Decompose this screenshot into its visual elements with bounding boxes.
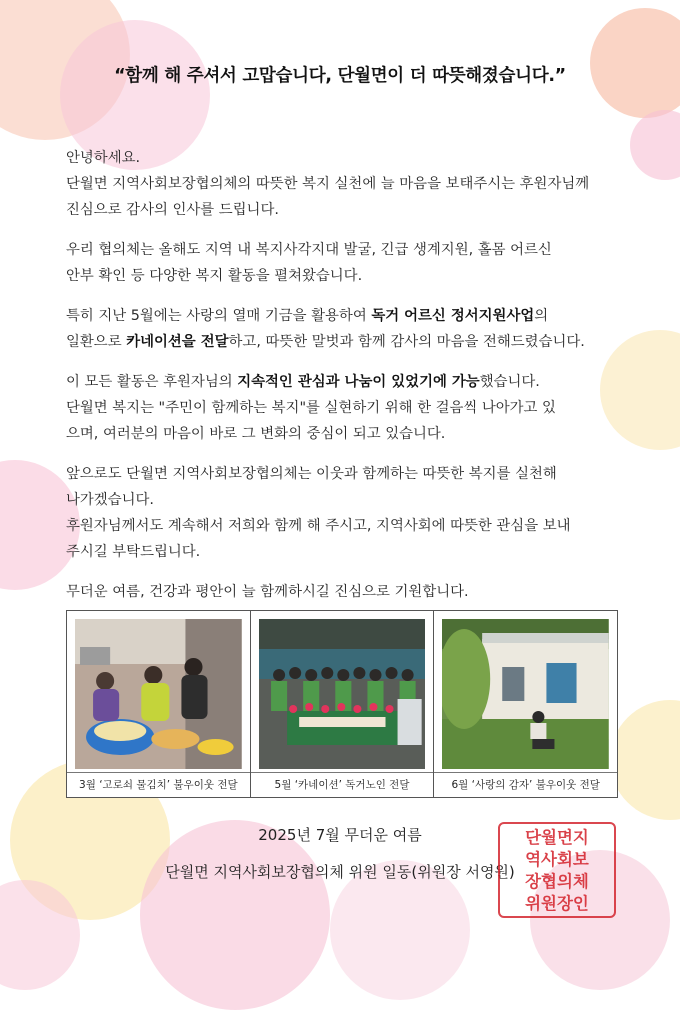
- greeting: [66, 145, 618, 171]
- letter-body: [66, 145, 618, 619]
- photo-cell: [251, 611, 435, 797]
- photo-caption: 5월 ‘카네이션’ 독거노인 전달: [251, 772, 434, 797]
- p3-text: 일환으로: [66, 334, 127, 350]
- paragraph-4: [66, 369, 618, 447]
- p5-line: 앞으로도 단월면 지역사회보장협의체는 이웃과 함께하는 따뜻한 복지를 실천해: [66, 466, 557, 482]
- greeting-line: 안녕하세요.: [66, 150, 141, 166]
- p4-text: 이 모든 활동은 후원자님의: [66, 374, 238, 390]
- p6-line: 무더운 여름, 건강과 평안이 늘 함께하시길 진심으로 기원합니다.: [66, 584, 469, 600]
- group-photo: [259, 619, 426, 769]
- p5-line: 나가겠습니다.: [66, 492, 154, 508]
- seal-line: 위원장인: [525, 894, 589, 913]
- seal-line: 단월면지: [525, 828, 589, 847]
- p3-line: [66, 329, 618, 355]
- p4-line: 단월면 복지는 "주민이 함께하는 복지"를 실현하기 위해 한 걸음씩 나아가고 있: [66, 400, 556, 416]
- p2-line: 안부 확인 등 다양한 복지 활동을 펼쳐왔습니다.: [66, 268, 363, 284]
- seal-line: 장협의체: [525, 872, 589, 891]
- letter-signature: 단월면 지역사회보장협의체 위원 일동(위원장 서영원): [165, 863, 515, 881]
- letter-date: 2025년 7월 무더운 여름: [258, 826, 422, 844]
- p4-text: 했습니다.: [479, 374, 540, 390]
- paragraph-1: [66, 171, 618, 223]
- house-photo: [442, 619, 609, 769]
- seal-line: 역사회보: [525, 850, 589, 869]
- paragraph-2: [66, 237, 618, 289]
- p3-text: 의: [534, 308, 549, 324]
- p2-line: 우리 협의체는 올해도 지역 내 복지사각지대 발굴, 긴급 생계지원, 홀몸 어르신: [66, 242, 552, 258]
- p3-highlight: 독거 어르신 정서지원사업: [371, 308, 535, 324]
- p1-line: 단월면 지역사회보장협의체의 따뜻한 복지 실천에 늘 마음을 보태주시는 후원자님께: [66, 176, 590, 192]
- p1-line: 진심으로 감사의 인사를 드립니다.: [66, 202, 279, 218]
- photo-strip: [66, 610, 618, 798]
- p4-highlight: 지속적인 관심과 나눔이 있었기에 가능: [237, 374, 480, 390]
- p4-line: 으며, 여러분의 마음이 바로 그 변화의 중심이 되고 있습니다.: [66, 426, 446, 442]
- photo-cell: [434, 611, 617, 797]
- paragraph-3: [66, 303, 618, 355]
- paragraph-6: [66, 579, 618, 605]
- p4-line: [66, 369, 618, 395]
- paragraph-5: [66, 461, 618, 565]
- p5-line: 주시길 부탁드립니다.: [66, 544, 201, 560]
- p3-text: 하고, 따뜻한 말벗과 함께 감사의 마음을 전해드렸습니다.: [228, 334, 585, 350]
- p5-line: 후원자님께서도 계속해서 저희와 함께 해 주시고, 지역사회에 따뜻한 관심을 보내: [66, 518, 571, 534]
- letter-title: “함께 해 주셔서 고맙습니다, 단월면이 더 따뜻해졌습니다.”: [114, 66, 566, 86]
- kimchi-photo: [75, 619, 242, 769]
- photo-caption: 6월 ‘사랑의 감자’ 불우이웃 전달: [434, 772, 617, 797]
- photo-caption: 3월 ‘고로쇠 물김치’ 불우이웃 전달: [67, 772, 250, 797]
- photo-cell: [67, 611, 251, 797]
- p3-line: [66, 303, 618, 329]
- p3-highlight: 카네이션을 전달: [126, 334, 229, 350]
- p3-text: 특히 지난 5월에는 사랑의 열매 기금을 활용하여: [66, 308, 372, 324]
- official-seal: [498, 822, 616, 918]
